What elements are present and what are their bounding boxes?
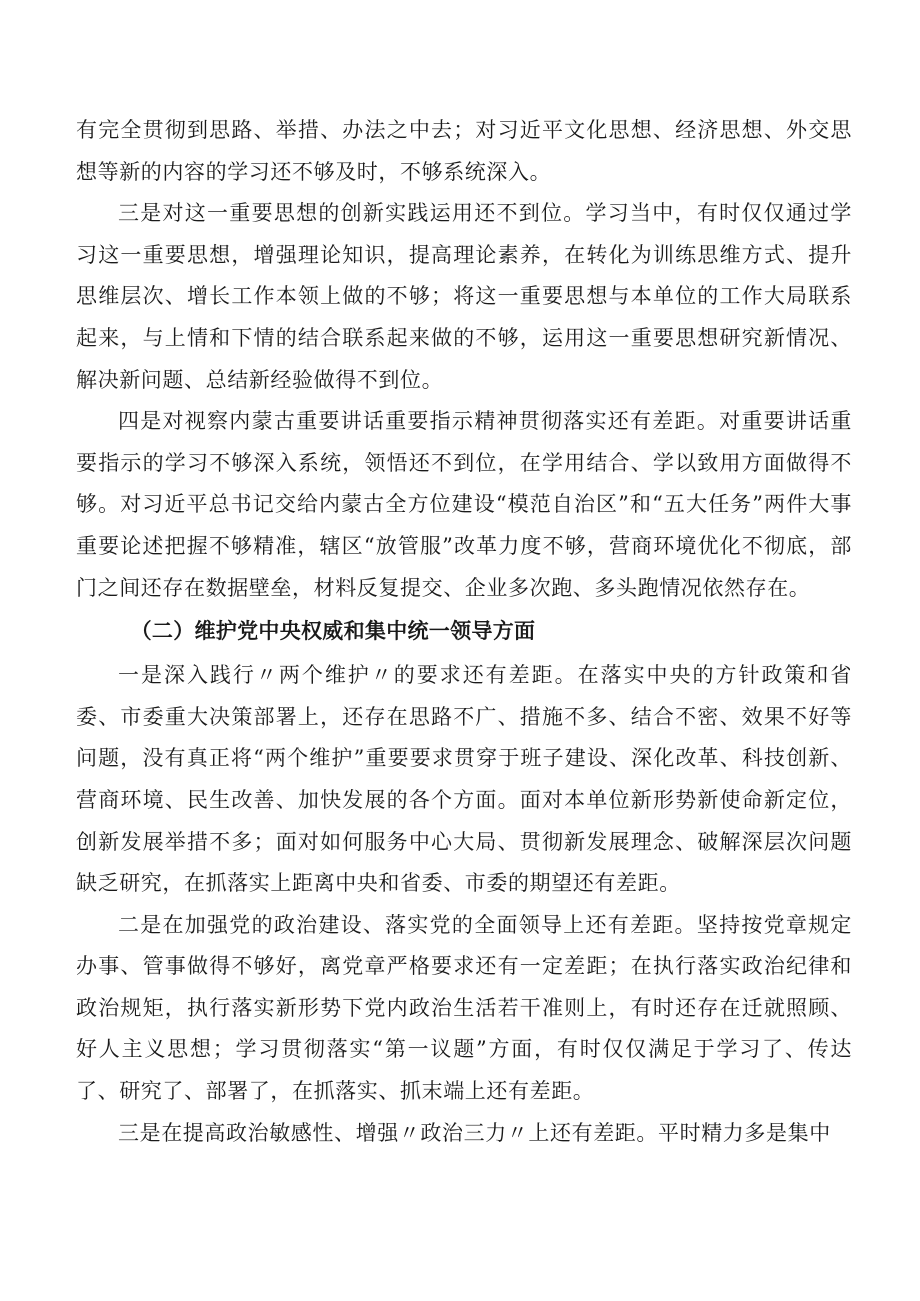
paragraph-point-one: 一是深入践行〃两个维护〃的要求还有差距。在落实中央的方针政策和省委、市委重大决策部署上，还存在思路不广、措施不多、结合不密、效果不好等问题，没有真正将“两个维护”重要要求贯穿于班子建设、深化改革、科技创新、营商环境、民生改善、加快发展的各个方面。面对本单位新形势新使命新定位，创新发展举措不多；面对如何服务中心大局、贯彻新发展理念、破解深层次问题缺乏研究，在抓落实上距离中央和省委、市委的期望还有差距。 — [76, 663, 852, 896]
paragraph-point-three-b: 三是在提高政治敏感性、增强〃政治三力〃上还有差距。平时精力多是集中 — [118, 1120, 831, 1145]
paragraph-continuation: 有完全贯彻到思路、举措、办法之中去；对习近平文化思想、经济思想、外交思想等新的内容的学习还不够及时，不够系统深入。 — [76, 118, 852, 184]
paragraph-point-four: 四是对视察内蒙古重要讲话重要指示精神贯彻落实还有差距。对重要讲话重要指示的学习不够深入系统，领悟还不到位，在学用结合、学以致用方面做得不够。对习近平总书记交给内蒙古全方位建设“模范自治区”和“五大任务”两件大事重要论述把握不够精准，辖区“放管服”改革力度不够，营商环境优化不彻底，部门之间还存在数据壁垒，材料反复提交、企业多次跑、多头跑情况依然存在。 — [76, 409, 852, 600]
paragraph-point-two: 二是在加强党的政治建设、落实党的全面领导上还有差距。坚持按党章规定办事、管事做得不够好，离党章严格要求还有一定差距；在执行落实政治纪律和政治规矩，执行落实新形势下党内政治生活若干准则上，有时还存在迁就照顾、好人主义思想；学习贯彻落实“第一议题”方面，有时仅仅满足于学习了、传达了、研究了、部署了，在抓落实、抓末端上还有差距。 — [76, 912, 852, 1104]
document-page — [76, 110, 852, 1154]
section-heading: （二）维护党中央权威和集中统一领导方面 — [130, 619, 536, 644]
paragraph-point-three: 三是对这一重要思想的创新实践运用还不到位。学习当中，有时仅仅通过学习这一重要思想，增强理论知识，提高理论素养，在转化为训练思维方式、提升思维层次、增长工作本领上做的不够；将这一重要思想与本单位的工作大局联系起来，与上情和下情的结合联系起来做的不够，运用这一重要思想研究新情况、解决新问题、总结新经验做得不到位。 — [76, 201, 852, 392]
